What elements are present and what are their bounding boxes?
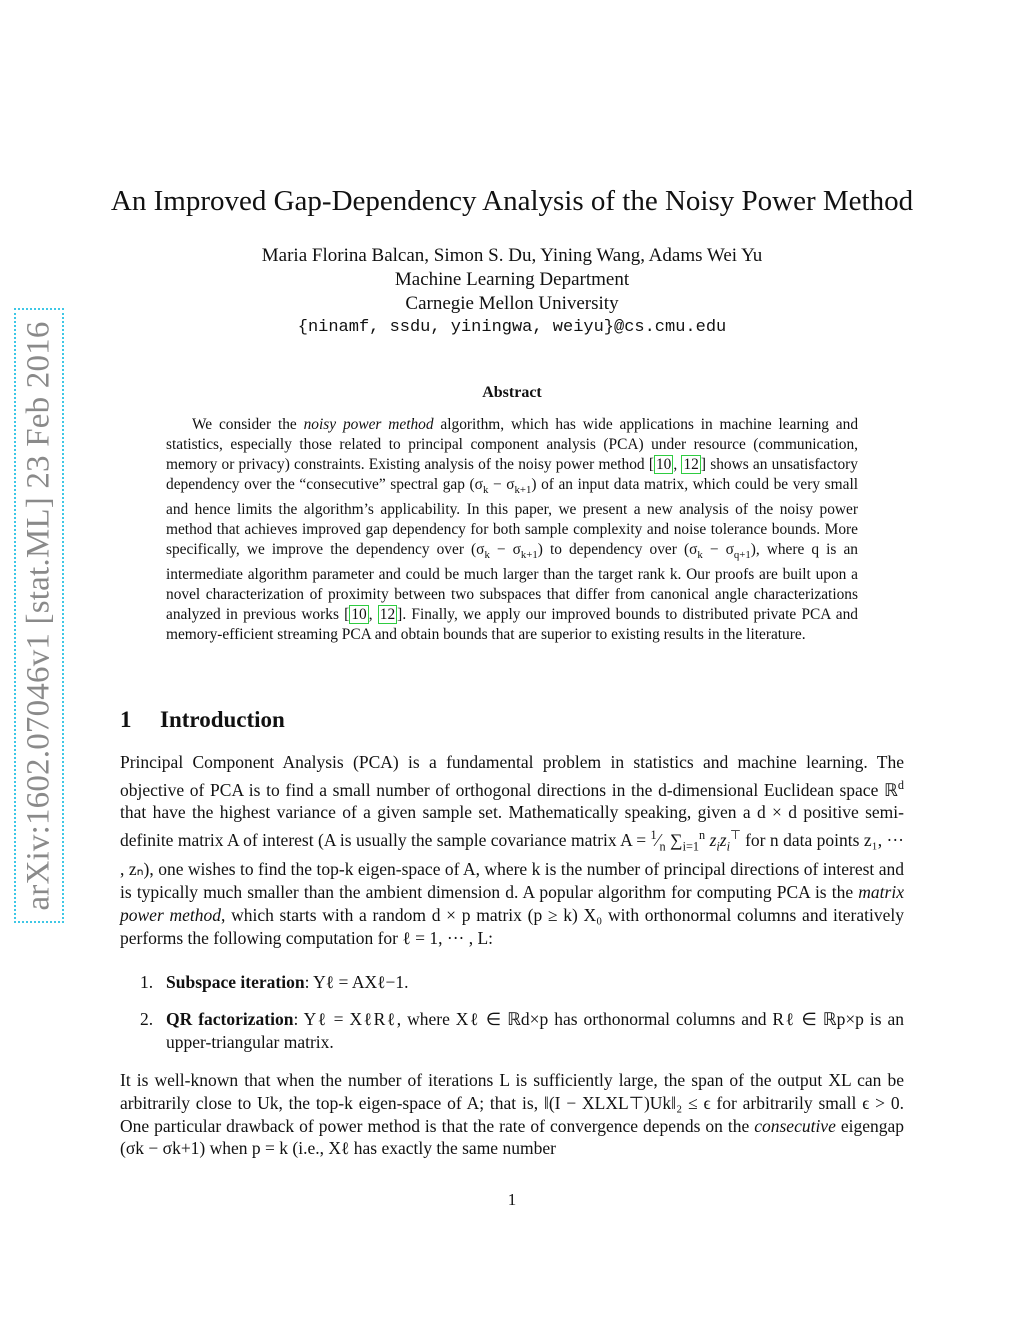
intro-text-a: Principal Component Analysis (PCA) is a fundamental problem in statistics and machine learning. The objective of PCA is to find a small number of orthogonal directions in the d-dimensional Euclidean space ℝ bbox=[120, 752, 904, 800]
citation-link-10-b[interactable]: 10 bbox=[351, 606, 367, 624]
abstract-emphasis: noisy power method bbox=[303, 416, 434, 433]
intro-text-d: , which starts with a random d × p matrix (p ≥ k) X₀ with orthonormal columns and iteratively performs the following computation for ℓ = 1, ··· , L: bbox=[120, 904, 904, 948]
list-item bbox=[140, 1008, 904, 1054]
citation-link-12[interactable]: 12 bbox=[683, 456, 699, 473]
author-emails: {ninamf, ssdu, yiningwa, weiyu}@cs.cmu.edu bbox=[297, 318, 727, 337]
paper-title: An Improved Gap-Dependency Analysis of the Noisy Power Method bbox=[110, 185, 914, 217]
section-number: 1 bbox=[120, 707, 132, 732]
abstract-text-2: algorithm, which has wide applications in machine learning and statistics, especially those related to principal component analysis (PCA) under resource (communication, memory or privacy) constraints. Existing analysis of the noisy power method bbox=[166, 416, 859, 473]
abstract-text-6: ), where q is an intermediate algorithm parameter and could be much larger than the target rank k. Our proofs are built upon a novel characterization of proximity between two subspaces that differ from canonical angle characterizations analyzed in previous works bbox=[166, 541, 858, 624]
abstract-text-1: We consider the bbox=[192, 416, 304, 433]
intro2-text-a: It is well-known that when the number of iterations L is sufficiently large, the span of the output XL can be arbitrarily close to Uk, the top-k eigen-space of A; that is, ‖(I − XLXL⊤)Uk‖₂ ≤ ϵ for arbitrarily small ϵ > 0. One particular drawback of power method is that the rate of convergence depends on the bbox=[120, 1070, 904, 1136]
section-title: Introduction bbox=[160, 707, 285, 732]
intro2-emphasis: consecutive bbox=[754, 1115, 836, 1136]
abstract-body: We consider the noisy power method algorithm, which has wide applications in machine learning and statistics, especially those related to principal component analysis (PCA) under resource (communication, memory or privacy) constraints. Existing analysis of the noisy power method [ 10 , 12 ] shows an unsatisfactory dependency over the “consecutive” spectral gap $(\sigma_k - \sigma_{k+1})$ of an input data matrix, which could be very small and hence limits the algorithm’s applicability. In this paper, we present a new analysis of the noisy power method that achieves improved gap dependency for both sample complexity and noise tolerance bounds. More specifically, we improve the dependency over $(\sigma_k - \sigma_{k+1})$ to dependency over $(\sigma_k - \sigma_{q+1})$, where q is an intermediate algorithm parameter and could be much larger than the target rank k. Our proofs are built upon a novel characterization of proximity between two subspaces that differ from canonical angle characterizations analyzed in previous works [ 10 , 12 ]. Finally, we apply our improved bounds to distributed private PCA and memory-efficient streaming PCA and obtain bounds that are superior to existing results in the literature. bbox=[166, 416, 859, 644]
list-item-text: : Yℓ = XℓRℓ, where Xℓ ∈ ℝd×p has orthonormal columns and Rℓ ∈ ℝp×p is an upper-triangular matrix. bbox=[166, 1008, 904, 1052]
abstract-text-4: ) of an input data matrix, which could be very small and hence limits the algorithm’s applicability. In this paper, we present a new analysis of the noisy power method that achieves improved gap dependency for both sample complexity and noise tolerance bounds. More specifically, we improve the dependency over (σ bbox=[166, 476, 859, 559]
author-department: Machine Learning Department bbox=[394, 269, 630, 290]
arxiv-identifier: arXiv:1602.07046v1 [stat.ML] 23 Feb 2016 bbox=[20, 320, 57, 911]
abstract-heading: Abstract bbox=[482, 384, 542, 401]
list-item-number: 2. bbox=[140, 1008, 154, 1029]
list-item-label: QR factorization bbox=[166, 1008, 294, 1029]
citation-link-10[interactable]: 10 bbox=[655, 456, 672, 473]
intro-text-c: for n data points z₁, ··· , zₙ), one wishes to find the top-k eigen-space of A, where k is the number of principal directions of interest and is typically much smaller than the ambient dimension d. A popular algorithm for computing PCA is the bbox=[120, 830, 904, 903]
citation-link-12-b[interactable]: 12 bbox=[379, 606, 396, 624]
intro-paragraph-2 bbox=[120, 1069, 904, 1160]
abstract-text-7: . Finally, we apply our improved bounds to distributed private PCA and memory-efficient streaming PCA and obtain bounds that are superior to existing results in the literature. bbox=[166, 606, 858, 644]
list-item-label: Subspace iteration bbox=[166, 972, 305, 992]
author-university: Carnegie Mellon University bbox=[405, 293, 619, 314]
formula-sum: $^1⁄_n$ $\sum_{i=1}^n$ $z_iz_i^⊤$ bbox=[650, 828, 741, 854]
intro-paragraph-1: Principal Component Analysis (PCA) is a fundamental problem in statistics and machine learning. The objective of PCA is to find a small number of orthogonal directions in the d-dimensional Euclidean space ℝ$^d$ that have the highest variance of a given sample set. Mathematically speaking, given a d × d positive semi-definite matrix A of interest (A is usually the sample covariance matrix $A = ^1⁄_n$ $\sum_{i=1}^n$ $z_iz_i^⊤$ for n data points z₁, ··· , zₙ), one wishes to find the top-k eigen-space of A, where k is the number of principal directions of interest and is typically much smaller than the ambient dimension d. A popular algorithm for computing PCA is the matrix power method, which starts with a random d × p matrix (p ≥ k) X₀ with orthonormal columns and iteratively performs the following computation for ℓ = 1, ··· , L: bbox=[120, 752, 904, 948]
page-number: 1 bbox=[507, 1190, 517, 1209]
list-item bbox=[140, 971, 904, 994]
abstract-text-5: ) to dependency over (σ bbox=[537, 541, 698, 559]
section-heading bbox=[120, 707, 285, 733]
author-block bbox=[0, 244, 1024, 340]
intro2-text-b: eigengap (σk − σk+1) when p = k (i.e., Xℓ has exactly the same number bbox=[120, 1115, 904, 1159]
list-item-text: : Yℓ = AXℓ−1. bbox=[304, 972, 409, 992]
intro-text-b: that have the highest variance of a given sample set. Mathematically speaking, given a d × d positive semi-definite matrix A of interest (A is usually the sample covariance matrix A = bbox=[120, 802, 904, 851]
list-item-number: 1. bbox=[140, 972, 154, 992]
algorithm-steps bbox=[140, 971, 904, 1067]
intro-emphasis: matrix power method bbox=[120, 882, 904, 925]
author-names: Maria Florina Balcan, Simon S. Du, Yining Wang, Adams Wei Yu bbox=[261, 245, 763, 266]
abstract-text-3: shows an unsatisfactory dependency over the “consecutive” spectral gap (σ bbox=[166, 456, 858, 493]
